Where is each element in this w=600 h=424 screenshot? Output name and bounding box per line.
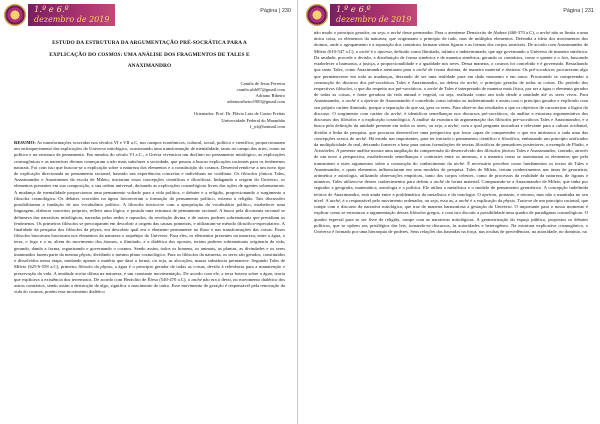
author-email: adrianoribeiro1983@gmail.com xyxy=(227,99,285,105)
advisor-email: f_jcf@hotmail.com xyxy=(249,123,285,129)
right-page xyxy=(302,0,600,424)
body-paragraph: não mudo o princípio gerador, ou seja, o arché deste permeador. Para o ateniense Demócrito de Abdera (460-370 a.C), o arché não se limita a uma única coisa, os elementos da natureza, que originaram o princípio de tudo, mas de múltiplos elementos. Defendia a ideia dos movimentos dos átomos, onde o agrupamento e a separação dos contrários formam várias figuras e as formas dos corpos sensíveis. De acordo com Anaximandro de Mileto (610-547 a.C), o arché é o ápeiron, definido como Ilimitado, infinito e indeterminado, que age governando o Universo de maneira simétrica. Da unidade, procede a divisão, a distribuição de forma simétrica e de maneira simétrica, gerando os contrários, como o quente e o frio, buscando estabelecer a harmonia, a justiça, a proporcionalidade e a igualdade nos seres. Dessa maneira, o cosmos foi concebido e é governado. Ressaltando que tanto Tales, como Anaximandro atentaram para a arché de forma distinta, de maneira material e abstrata. Os pré-socráticos procuravam algo que permanecesse em toda as mudanças, deixando de ser uma realidade pura em dado momento e em outro. Procurando se compreender a construção do discurso dos pré-socráticos Tales e Anaximandro, na defesa do arché, o princípio gerador de todas as coisas. Do período dos respectivos filósofos, o que diz respeito aos pré-socráticos, o arché de Tales é interpretado de maneira mais física, por ser a água o elemento gerador de todas as coisas, e fonte geradora da vida animal e vegetal, ou seja, realizada como um todo desde a umidade até os seres vivos. Para Anaximandro, o arché é o ápeiron de Anaximandro é concebido como infinita ou indeterminado e assim com o princípio gerador e explicado com seu próprio caráter ilimitado, porque a separação do que sai, gera os seres. Para obter-se das resultados o que os objetivos de caracterizar a lógica do discurso. O surgimento com caráter do arché, é identificar semelhanças nos discursos pré-socráticos; da análise a estrutura argumentativa dos discursos dos filósofos e a explicação cosmológica. A análise da estrutura da argumentação dos filósofos pré-socráticos Tales e Anaximandro, e a busca pela definição da unidade presente em todos os seres, ou seja, a arché, com a qual pergunta inovadora e relevante para a cultura ocidental, dividiu a linha de pesquisa, que procurou desenvolver uma perspectiva que fosse capaz de compreender o que era intrínseco a cada uma das concepções acerca do arché. Há estudo nas importantes, para ter iniciado o pensamento científico e filosófico, embasando um princípio unificador da multiplicidade do real, deixando fornecer a base para outras formulações de teorias filosóficas de pensadores posteriores, a exemplo de Platão, e Aristóteles. A presente análise mostra uma ampliação da compreensão do desenvolvido dos filósofos jônicos Tales e Anaximandro, contudo, através de um novo a perspectiva, estabelecendo semelhanças e contrastes entre os mesmos, e a maneira como se assentaram os elementos que pela transmitem a estes argumentos sobre a construção do conhecimento da arché. É necessário perceber como fundamentos os textos de Tales e Anaximandro, e quais elementos influenciaram em seus modelos de pesquisa. Tales de Mileto, teriam conhecimentos nas áreas de geometria, aritmética e astrologia, utilizando observações empíricas, tanto dos corpos celestes, como de processos da realidade da natureza, de figuras e números. Tales utilizou-se desses conhecimentos para definir a arché de forma material. Comparando-se a Anaximandro de Mileto, que tinha por seguidor a geografia, matemática, astrologia e a política. Ele utiliza a metafísica e o modelo de pensamento geométrico. A concepção indefinida teórica de Anaximandro, está ainda entre a problemática da metafísica e da ontologia. O ápeiron, portanto, e retorno, mas não a mantinha no seu nível. A arché, é o responsável pelo movimento ordenador, ou seja, essa as, a arché é a explicação da physis. Trata-se de um princípio racional, que rompe com o discurso da narrativa mitológica, que traz de maneira harmoniosa a gestação do Universo. O importante para o nosso momento é explicar como se estruturou a argumentação desses filósofos gregos, e com isto discutir a possibilidade uma quadro de paradigmas cosmológicas. O quadro especial para se ser livre de religião, rompe com as narrativas mitológicas. A geometrização do espaço público, propostos os debates políticos, que se opõem aos privilégios das leis, tornando-se discursos, às autoridades e heterogêneo. Na estrutura explicativa cosmogônica, o Universo é formado por uma hierarquia de poderes. Seus relações das baseadas na força, nas ocultas de precedências, na autoridade, no domínio, na xyxy=(314,30,589,234)
title-line: ANAXIMANDRO xyxy=(127,63,172,69)
page-number: Página | 230 xyxy=(260,8,291,14)
page-header xyxy=(4,4,293,26)
title-line: EXPLICAÇÃO DO COSMOS: UMA ANÁLISE DOS FRAGMENTOS DE TALES E xyxy=(49,51,250,58)
abstract-paragraph: RESUMO: As transformações ocorridas nos séculos VI e VII a.C, nos campos econômicos, cultural, social, político e científico, proporcionaram um enfraquecimento das explicações do Universo mitológico, ocasionando uma transformação de mentalidade, tanto no campo das artes, como na política e na estrutura de pensamento. Em meados do século VI a.C., a Grécia vivenciou um declínio no pensamento mitológico, as explicações cosmogônicas e as narrativas divinas começaram a não mais satisfazer a sociedade, que passou a buscar explicações racionais para os fenômenos naturais. Foi com isto que buscou-se a explicação sobre a natureza dos elementos e a constituição do cosmos. Desenvolvendo-se a um novo tipo de explicação direcionada ao pensamento racional, baseado nas experiências concretas e individuais no cotidiano. Os filósofos jônicos Tales, Anaximandro e Anaxímenes da escola de Mileto, iniciaram essas concepções científicas e filosóficas. Indagando a origem do Universo, os elementos presentes em sua composição, a sua ordem universal, deixando as explicações cosmológicas livres das ações de agentes sobrenaturais. A mudança de mentalidade proporcionou uma pensamento voltado para a vida política, o debater e a religião, proporcionando o surgimento a filosofia cosmológica. Os debates ocorridos na ágora favoreceram a formação do pensamento político, externo à religião. Tais discussões possibilitaram a fundação de um vocabulário político. A filosofia iniciou-se com a apropriação do vocabulário político, estabelecer uma linguagem, elaborar conceitos próprios, refletir uma lógica, e postula uma estrutura de pensamento racional. A busca pela dicotomia racional se delineava das narrativas mitológicas, narradas pelos aedos e rapsodos, da revelação divina, e de outros poderes sobrenaturais que presidiam os fenômenos. Os primeiros filósofos se preocuparam em descobrir a origem das causas primeiras, e utilizaram-se método filosófico-especulativo. A finalidade da pesquisa dos filósofos da physis, era descobrir qual era o elemento permanente na fluxo e nas transformações das coisas. Esses filósofos buscavam buscavam nos elementos da natureza o arquétipo do Universo. Para eles, os elementos presentes na natureza, entre a água, o terra, o fogo e o ar, aliem do movimento dos átomos, o ilimitado, e a dialética dos opostos, teriam poderes sobrenaturais originaria da vida, gerando, dando a forma, organizando e governando o cosmos. Sendo assim, todos os homens, os animais, as plantas, as divindades e os seres inanimados fazem parte da mesma physis, dividindo o mesmo plano cosmológico. Para os filósofos da natureza, os seres são gerados, constituídos e dissolvidos nessa etapa, mudando apenas a matéria que dará a forma, ou seja, as alocações, massa substância permanece. Segundo Tales de Mileto (625-6-558 a.C), primeiro filósofo da physis, a água é o princípio gerador de todas as coisas, devido à relevância para a manutenção e preservação da vida. A umidade aceita difusa na natureza, e um constante movimentação. De acordo com ele, a terra boiava sobre a água, teoria que explicava a existência dos terremotos. De acordo com Heráclito de Éfeso (540-470 a.C), o arché não era o devir, no movimento dialético dos astros contrários, sendo assim a destruição de algo, significa o nascimento de outro. Esse movimento de geração é responsável pela renovação da vida do cosmos, porém esse movimento dialético xyxy=(14,139,286,295)
page-content xyxy=(14,30,285,418)
banner-line2: dezembro de 2019 xyxy=(34,15,110,24)
banner-text xyxy=(330,4,417,26)
author-email: camila.ufrb87@gmail.com xyxy=(236,86,285,92)
abstract-label: RESUMO: xyxy=(14,139,36,145)
advisor-name: Orientador: Prof. Dr. Flávio Luiz de Castro Freitas xyxy=(193,111,285,117)
banner-line1: 1.º e 6.º xyxy=(336,5,371,15)
page-content xyxy=(314,30,588,418)
left-page xyxy=(0,0,298,424)
page-number: Página | 231 xyxy=(563,8,594,14)
author-block xyxy=(14,81,285,130)
article-title xyxy=(20,38,279,73)
banner-line1: 1.º e 6.º xyxy=(34,5,69,15)
author-name: Adriano Ribeiro xyxy=(255,92,285,98)
page-header xyxy=(306,4,596,26)
title-line: ESTUDO DA ESTRUTURA DA ARGUMENTAÇÃO PRÉ-SOCRÁTICA PARA A xyxy=(52,40,247,46)
event-banner xyxy=(306,4,417,26)
event-banner xyxy=(4,4,115,26)
banner-line2: dezembro de 2019 xyxy=(336,15,412,24)
banner-text xyxy=(28,4,115,26)
author-name: Camila de Jesus Ferreira xyxy=(240,80,285,86)
advisor-institution: Universidade Federal do Maranhão xyxy=(221,117,285,123)
event-logo-icon xyxy=(4,4,26,26)
event-logo-icon xyxy=(306,4,328,26)
